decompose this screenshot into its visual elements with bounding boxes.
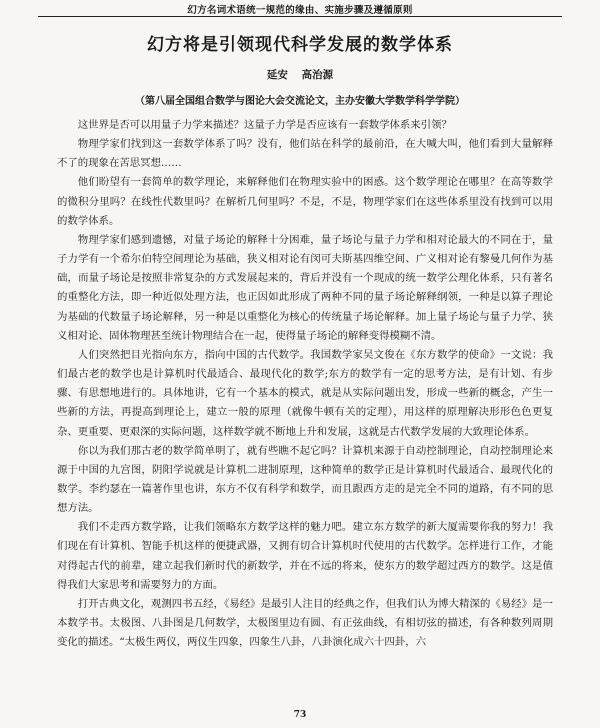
author-line xyxy=(0,67,600,82)
header-rule xyxy=(38,16,562,17)
paragraph: 你以为我们那古老的数学简单明了，就有些瞧不起它吗？计算机来源于自动控制理论，自动控制理论来源于中国的九宫图，阴阳学说就是计算机二进制原理，这种简单的数学正是计算机时代最适合、最现代化的数学。李约瑟在一篇著作里也讲，东方不仅有科学和数学，而且跟西方走的是完全不同的道路，有不同的思想方法。 xyxy=(57,444,553,515)
paragraph: 这世界是否可以用量子力学来描述？这量子力学是否应该有一套数学体系来引领？ xyxy=(77,119,452,131)
paragraph: 打开古典文化，观测四书五经，《易经》是最引人注目的经典之作，但我们认为博大精深的《易经》是一本数学书。太极图、八卦图是几何数学，太极图里边有圆、有正弦曲线，有相切弦的描述，有各种数列周期变化的描述。“太极生两仪，两仪生四象，四象生八卦，八卦演化成六十四卦，六 xyxy=(57,597,553,649)
paper-title: 幻方将是引领现代科学发展的数学体系 xyxy=(147,35,453,55)
author-name: 延安 xyxy=(266,69,288,81)
article-body xyxy=(57,116,553,652)
paragraph: 我们不走西方数学路，让我们领略东方数学这样的魅力吧。建立东方数学的新大厦需要你我的努力！我们现在有计算机、智能手机这样的便捷武器，又拥有切合计算机时代使用的古代数学。怎样进行工作，才能对得起古代的前辈，建立起我们新时代的新数学，并在不远的将来，使东方的数学超过西方的数学。这是值得我们大家思考和需要努力的方面。 xyxy=(57,521,553,591)
affiliation-note: （第八届全国组合数学与图论大会交流论文，主办安徽大学数学科学学院） xyxy=(135,96,465,107)
paragraph: 他们盼望有一套简单的数学理论，来解释他们在物理实验中的困惑。这个数学理论在哪里？在高等数学的微积分里吗？在线性代数里吗？在解析几何里吗？不是，不是，物理学家们在这些体系里没有找到可以用的数学体系。 xyxy=(57,176,553,227)
paragraph: 物理学家们找到这一套数学体系了吗？没有，他们站在科学的最前沿，在大喊大叫，他们看到大量解释不了的现象在苦思冥想…… xyxy=(57,138,553,170)
paragraph: 人们突然把目光指向东方，指向中国的古代数学。我国数学家吴文俊在《东方数学的使命》一文说：我们最古老的数学也是计算机时代最适合、最现代化的数学;东方的数学有一定的思考方法，是有计划、有步骤、有思想地进行的。具体地讲，它有一个基本的模式，就是从实际问题出发，形成一些新的概念，产生一些新的方法，再提高到理论上，建立一般的原理（就像牛顿有关的定理），用这样的原理解决形形色色更复杂、更重要、更艰深的实际问题，这样数学就不断地上升和发展，这就是古代数学发展的大致理论体系。 xyxy=(57,348,553,438)
paragraph: 物理学家们感到遗憾，对量子场论的解释十分困难，量子场论与量子力学和相对论最大的不同在于，量子力学有一个希尔伯特空间理论为基础，狭义相对论有闵可夫斯基四维空间、广义相对论有黎曼几何作为基础，而量子场论是按照非常复杂的方式发展起来的，背后并没有一个现成的统一数学公理化体系，只有著名的重整化方法，即一种近似处理方法，也正因如此形成了两种不同的量子场论解释纲领，一种是以算子理论为基础的代数量子场论解释，另一种是以重整化为核心的传统量子场论解释。加上量子场论与量子力学、狭义相对论、固体物理甚至统计物理结合在一起，使得量子场论的解释变得模糊不清。 xyxy=(57,233,553,342)
author-name: 高治源 xyxy=(301,69,334,81)
page-number: 73 xyxy=(293,710,307,720)
running-header: 幻方名词术语统一规范的缘由、实施步骤及遵循原则 xyxy=(187,5,413,16)
